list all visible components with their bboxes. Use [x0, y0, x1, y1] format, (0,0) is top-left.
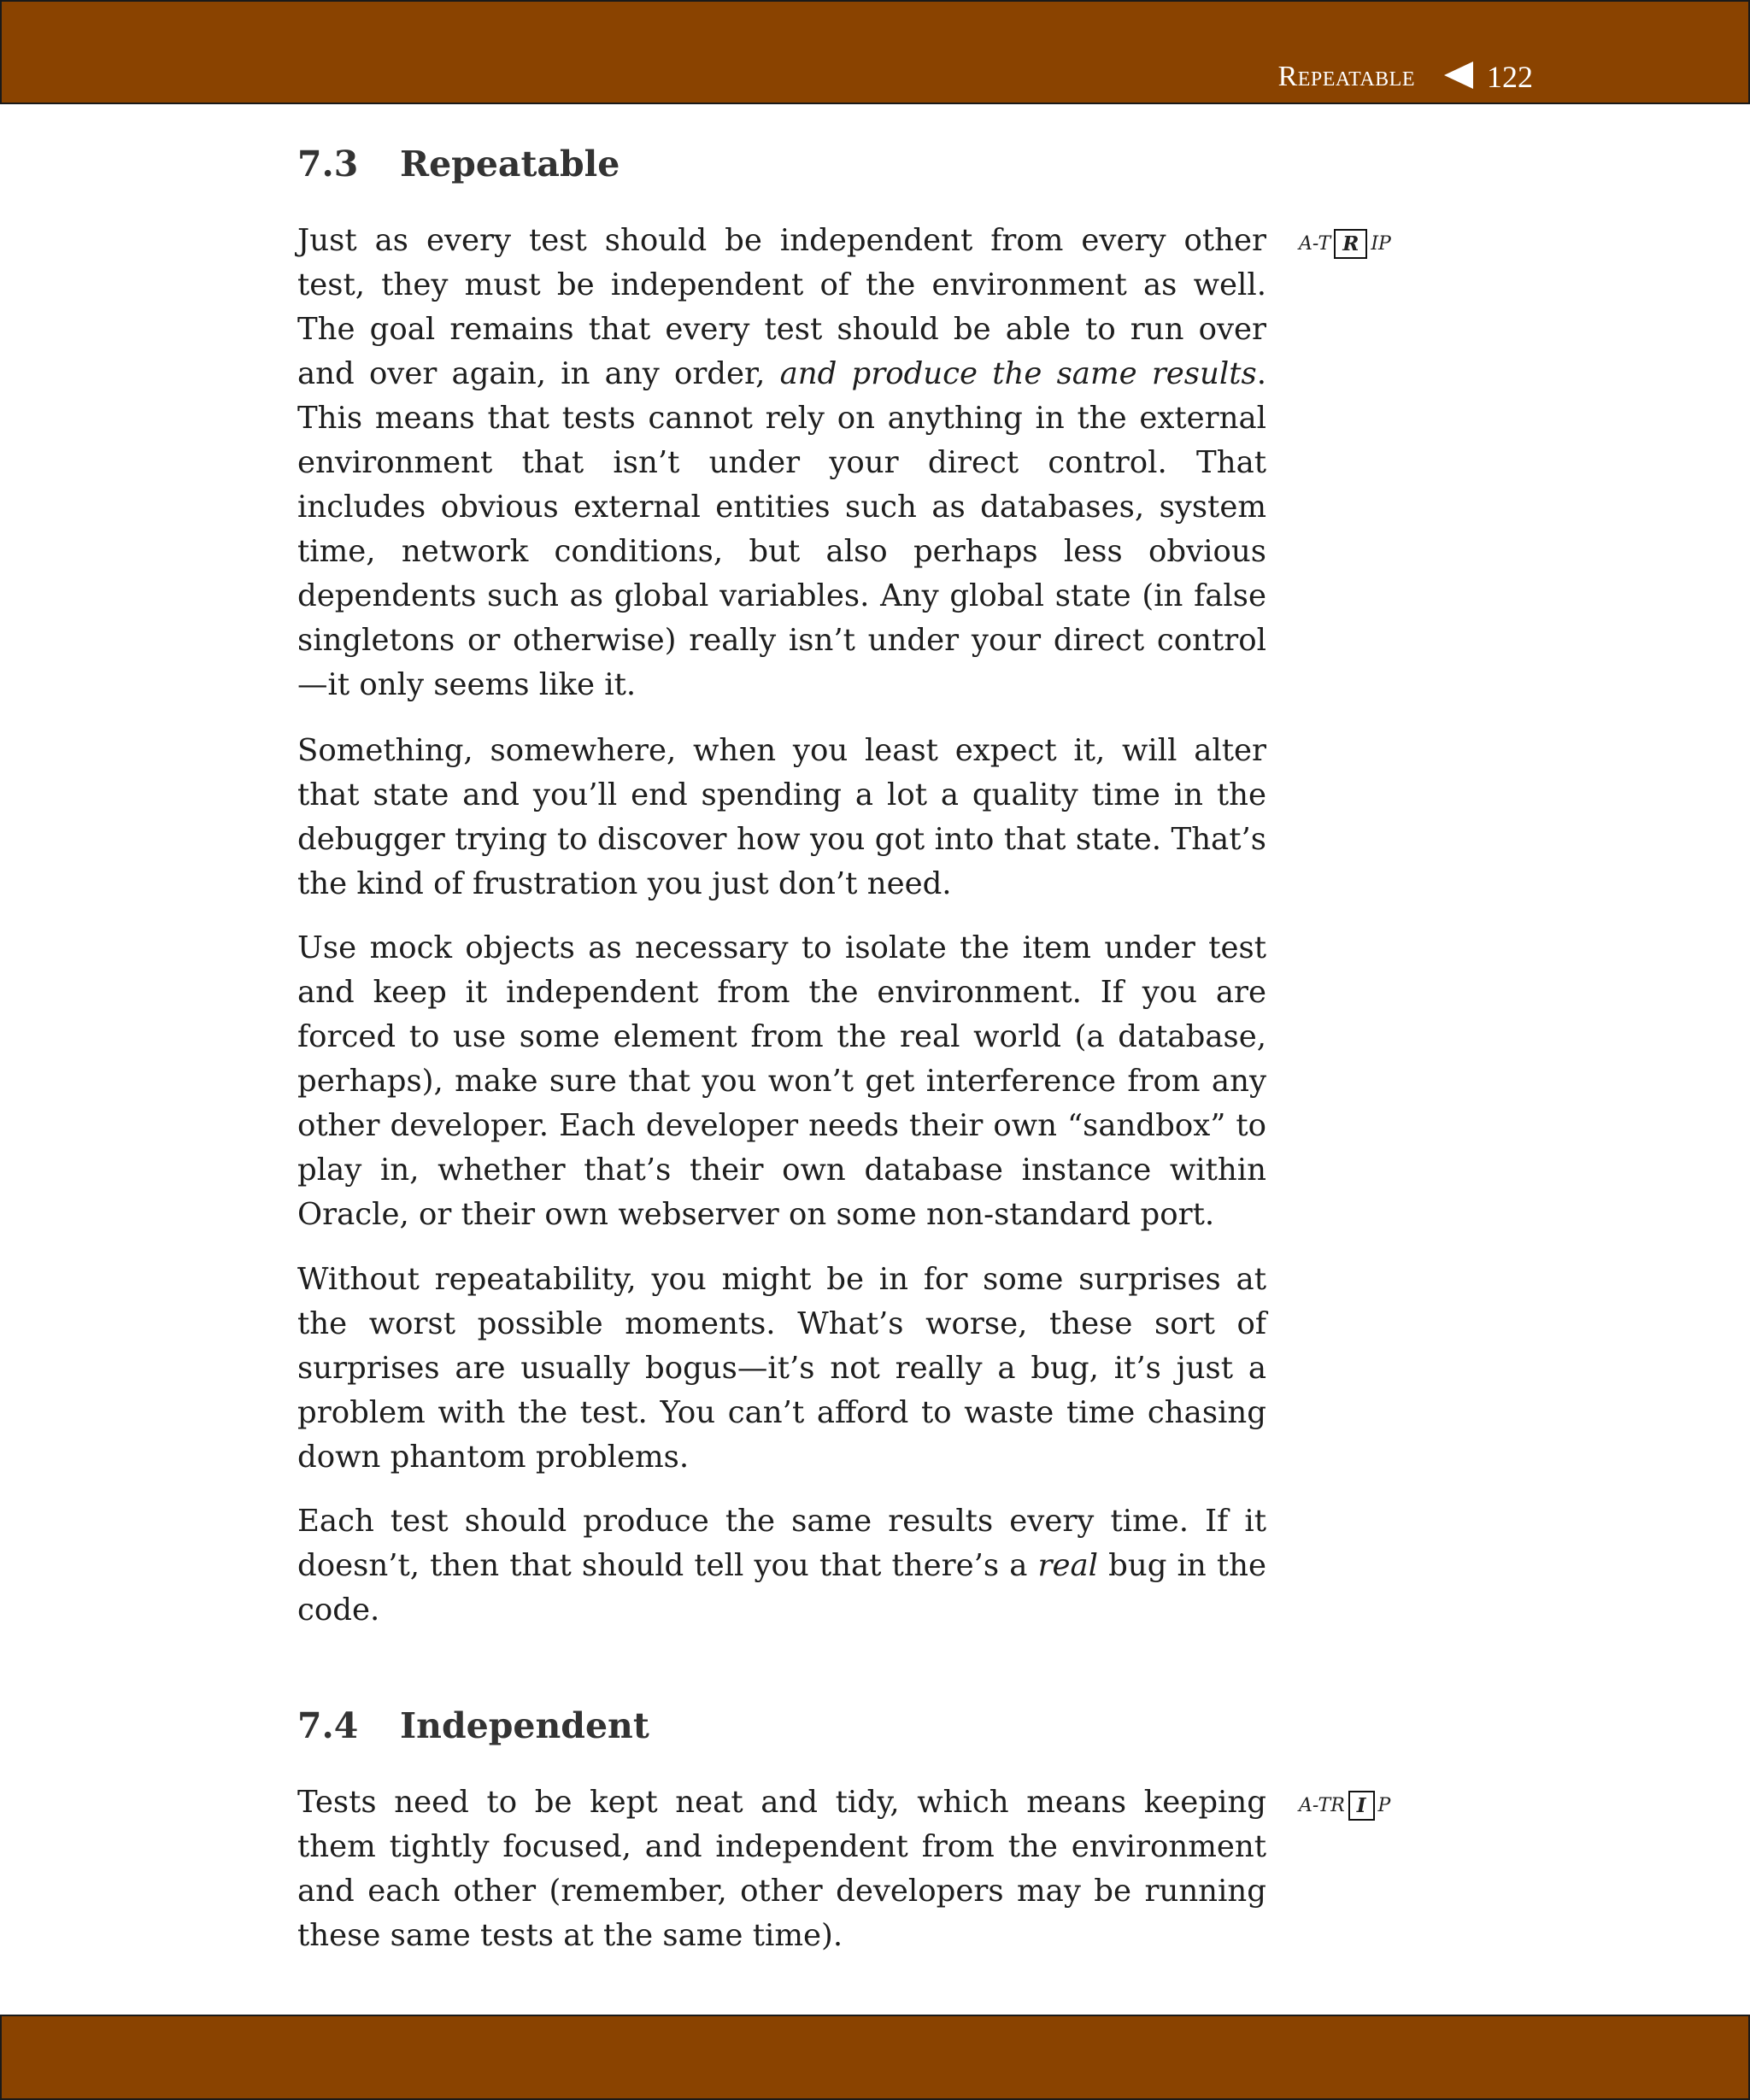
back-arrow-icon[interactable]: [1444, 62, 1473, 89]
header-bar: [0, 0, 1750, 104]
text-run: Something, somewhere, when you least expect it, will alter that state and you’ll end spending a lot a quality time in the debugger trying to discover how you got into that state. That’s the kind of frustration you just don’t need.: [297, 733, 1266, 901]
section-heading-repeatable: [297, 144, 620, 185]
margin-tag-suffix: P: [1377, 1795, 1391, 1816]
text-run: Just as every test should be independent from every other test, they must be independent of the environment as well. The goal remains that every test should be able to run over and over again, in any order,: [297, 223, 1266, 391]
page-number: 122: [1487, 60, 1533, 94]
text-run-italic: and produce the same results: [779, 356, 1257, 391]
paragraph: [297, 1258, 1266, 1480]
margin-tag-prefix: A-T: [1299, 233, 1331, 255]
paragraph: [297, 926, 1266, 1237]
section-title: Independent: [400, 1705, 649, 1746]
margin-tag-prefix: A-TR: [1299, 1795, 1345, 1816]
text-run: Without repeatability, you might be in for some surprises at the worst possible moments. What’s worse, these sort of surprises are usually bogus—it’s not really a bug, it’s just a problem with the test. You can’t afford to waste time chasing down phantom problems.: [297, 1262, 1266, 1475]
margin-tag-atrip-r: [1299, 229, 1391, 259]
running-title: Repeatable: [1277, 61, 1415, 92]
running-head: [1278, 55, 1533, 99]
paragraph: [297, 219, 1266, 707]
text-run: Tests need to be kept neat and tidy, which means keeping them tightly focused, and independent from the environment and each other (remember, other developers may be running these same tests at the same time).: [297, 1785, 1266, 1953]
section-title: Repeatable: [400, 144, 620, 185]
text-run: Each test should produce the same results every time. If it doesn’t, then that should tell you that there’s a: [297, 1504, 1266, 1583]
text-run: Use mock objects as necessary to isolate the item under test and keep it independent from the environment. If you are forced to use some element from the real world (a database, perhaps), make sure that you won’t get interference from any other developer. Each developer needs their own “sandbox” to play in, whether that’s their own database instance within Oracle, or their own webserver on some non-standard port.: [297, 930, 1266, 1232]
section-number: 7.3: [297, 144, 359, 185]
margin-tag-highlight: R: [1334, 229, 1367, 259]
text-run: bug in the code.: [297, 1548, 1266, 1628]
margin-tag-highlight: I: [1348, 1791, 1375, 1821]
text-run: . This means that tests cannot rely on anything in the external environment that isn’t under your direct control. That includes obvious external entities such as databases, system time, network conditions, but also perhaps less obvious dependents such as global variables. Any global state (in false singletons or otherwise) really isn’t under your direct control—it only seems like it.: [297, 356, 1267, 702]
margin-tag-atrip-i: [1299, 1791, 1390, 1821]
text-run-italic: real: [1037, 1548, 1099, 1583]
footer-bar: [0, 2015, 1750, 2100]
paragraph: [297, 729, 1266, 906]
paragraph: [297, 1499, 1266, 1633]
paragraph: [297, 1780, 1266, 1958]
section-heading-independent: [297, 1705, 649, 1746]
section-number: 7.4: [297, 1705, 359, 1746]
margin-tag-suffix: IP: [1371, 233, 1391, 255]
